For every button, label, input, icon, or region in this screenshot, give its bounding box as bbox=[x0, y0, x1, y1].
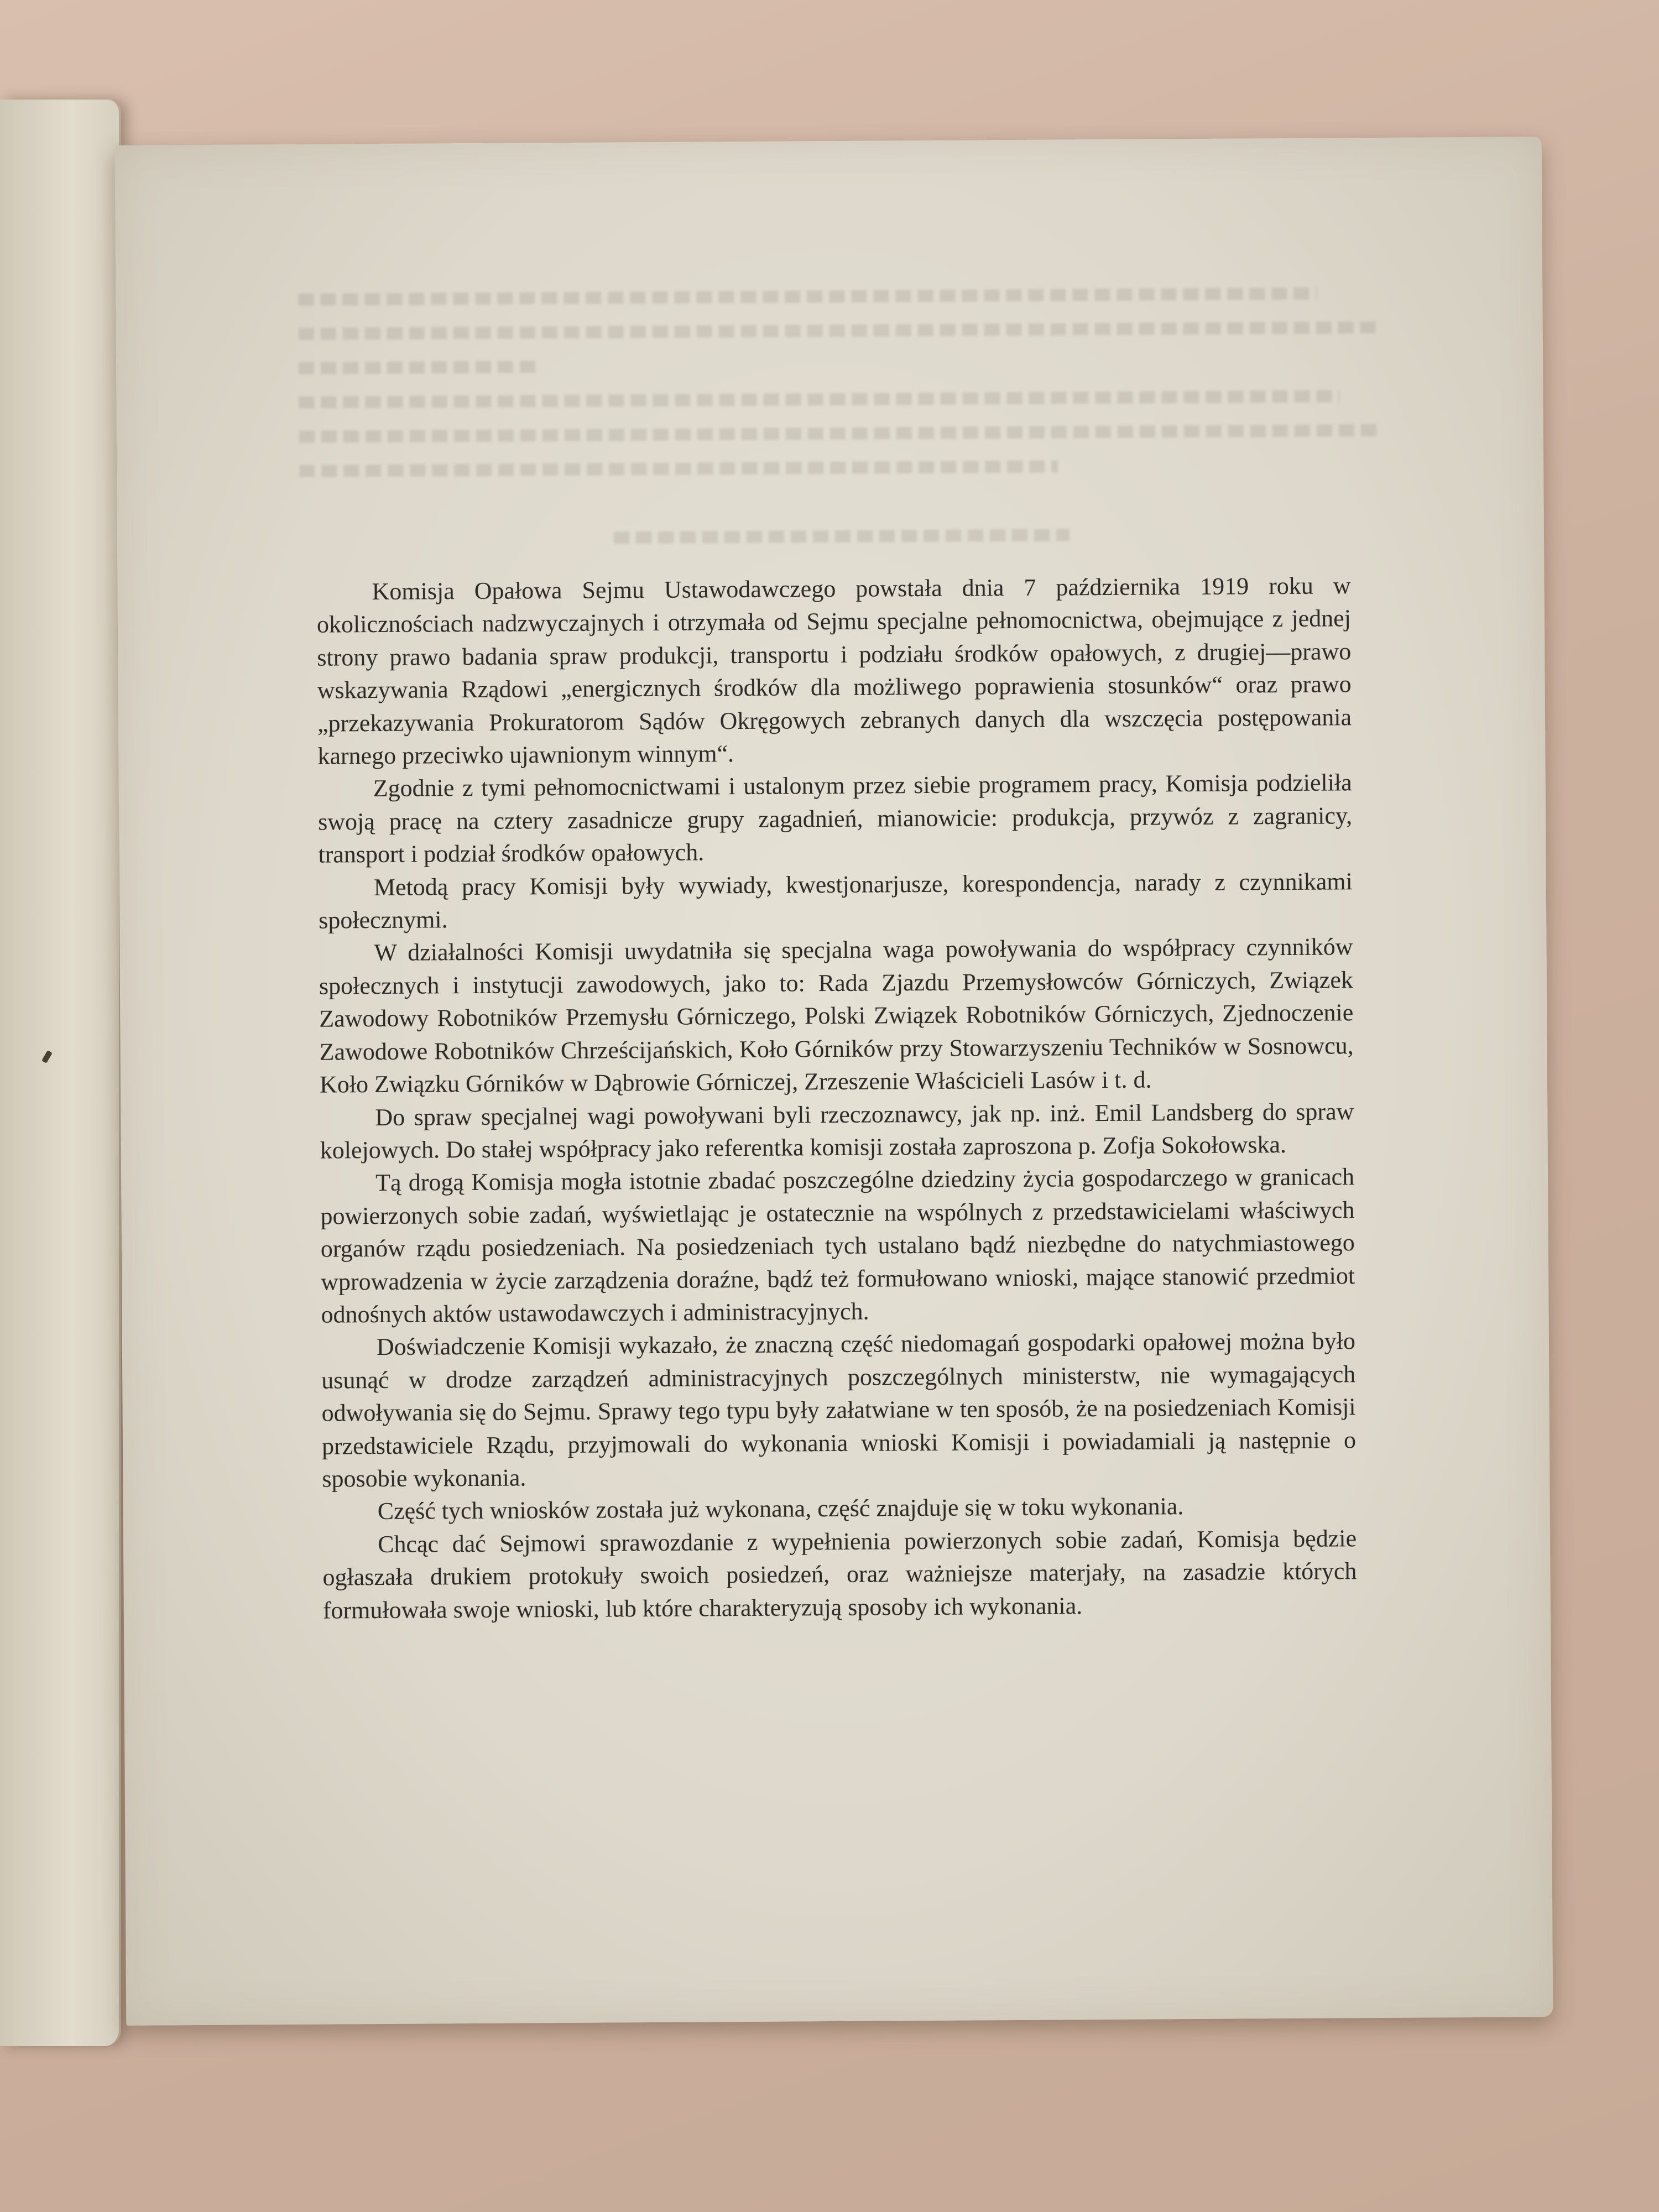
paragraph-9: Chcąc dać Sejmowi sprawozdanie z wypełnienia powierzonych sobie zadań, Komisja będzie ogłaszała drukiem protokuły swoich posiedzeń, oraz ważniejsze materjały, na zasadzie których formułowała swoje wnioski, lub które charakteryzują sposoby ich wykonania. bbox=[322, 1525, 1357, 1624]
paragraph-8: Część tych wniosków została już wykonana, część znajduje się w toku wykonania. bbox=[377, 1493, 1184, 1525]
paragraph-5: Do spraw specjalnej wagi powoływani byli rzeczoznawcy, jak np. inż. Emil Landsberg do spraw kolejowych. Do stałej współpracy jako referentka komisji została zaproszona p. Zofja Sokołowska. bbox=[320, 1097, 1354, 1164]
paragraph-7: Doświadczenie Komisji wykazało, że znaczną część niedomagań gospodarki opałowej można było usunąć w drodze zarządzeń administracyjnych poszczególnych ministerstw, nie wymagających odwoływania się do Sejmu. Sprawy tego typu były załatwiane w ten sposób, że na posiedzeniach Komisji przedstawiciele Rządu, przyjmowali do wykonania wnioski Komisji i powiadamiali ją następnie o sposobie wykonania. bbox=[321, 1327, 1357, 1493]
paragraph-6: Tą drogą Komisja mogła istotnie zbadać poszczególne dziedziny życia gospodarczego w granicach powierzonych sobie zadań, wyświetlając je ostatecznie na wspólnych z przedstawicielami właściwych organów rządu posiedzeniach. Na posiedzeniach tych ustalano bądź niezbędne do natychmiastowego wprowadzenia w życie zarządzenia doraźne, bądź też formułowano wnioski, mające stanowić przedmiot odnośnych aktów ustawodawczych i administracyjnych. bbox=[320, 1163, 1355, 1328]
document-page bbox=[115, 137, 1553, 2026]
paragraph-2: Zgodnie z tymi pełnomocnictwami i ustalonym przez siebie programem pracy, Komisja podzieliła swoją pracę na cztery zasadnicze grupy zagadnień, mianowicie: produkcja, przywóz z zagranicy, transport i podział środków opałowych. bbox=[317, 769, 1353, 868]
paragraph-4: W działalności Komisji uwydatniła się specjalna waga powoływania do współpracy czynników społecznych i instytucji zawodowych, jako to: Rada Zjazdu Przemysłowców Górniczych, Związek Zawodowy Robotników Przemysłu Górniczego, Polski Związek Robotników Górniczych, Zjednoczenie Zawodowe Robotników Chrześcijańskich, Koło Górników przy Stowarzyszeniu Techników w Sosnowcu, Koło Związku Górników w Dąbrowie Górniczej, Zrzeszenie Właścicieli Lasów i t. d. bbox=[319, 933, 1354, 1098]
paragraph-1: Komisja Opałowa Sejmu Ustawodawczego powstała dnia 7 października 1919 roku w okolicznościach nadzwyczajnych i otrzymała od Sejmu specjalne pełnomocnictwa, obejmujące z jednej strony prawo badania spraw produkcji, transportu i podziału środków opałowych, z drugiej—prawo wskazywania Rządowi „energicznych środków dla możliwego poprawienia stosunków“ oraz prawo „przekazywania Prokuratorom Sądów Okręgowych zebranych danych dla wszczęcia postępowania karnego przeciwko ujawnionym winnym“. bbox=[316, 572, 1352, 770]
body-text bbox=[316, 569, 1357, 1626]
paragraph-3: Metodą pracy Komisji były wywiady, kwestjonarjusze, korespondencja, narady z czynnikami społecznymi. bbox=[319, 867, 1353, 934]
left-page-edge bbox=[0, 100, 121, 2046]
reverse-side-show-through bbox=[298, 287, 1384, 592]
